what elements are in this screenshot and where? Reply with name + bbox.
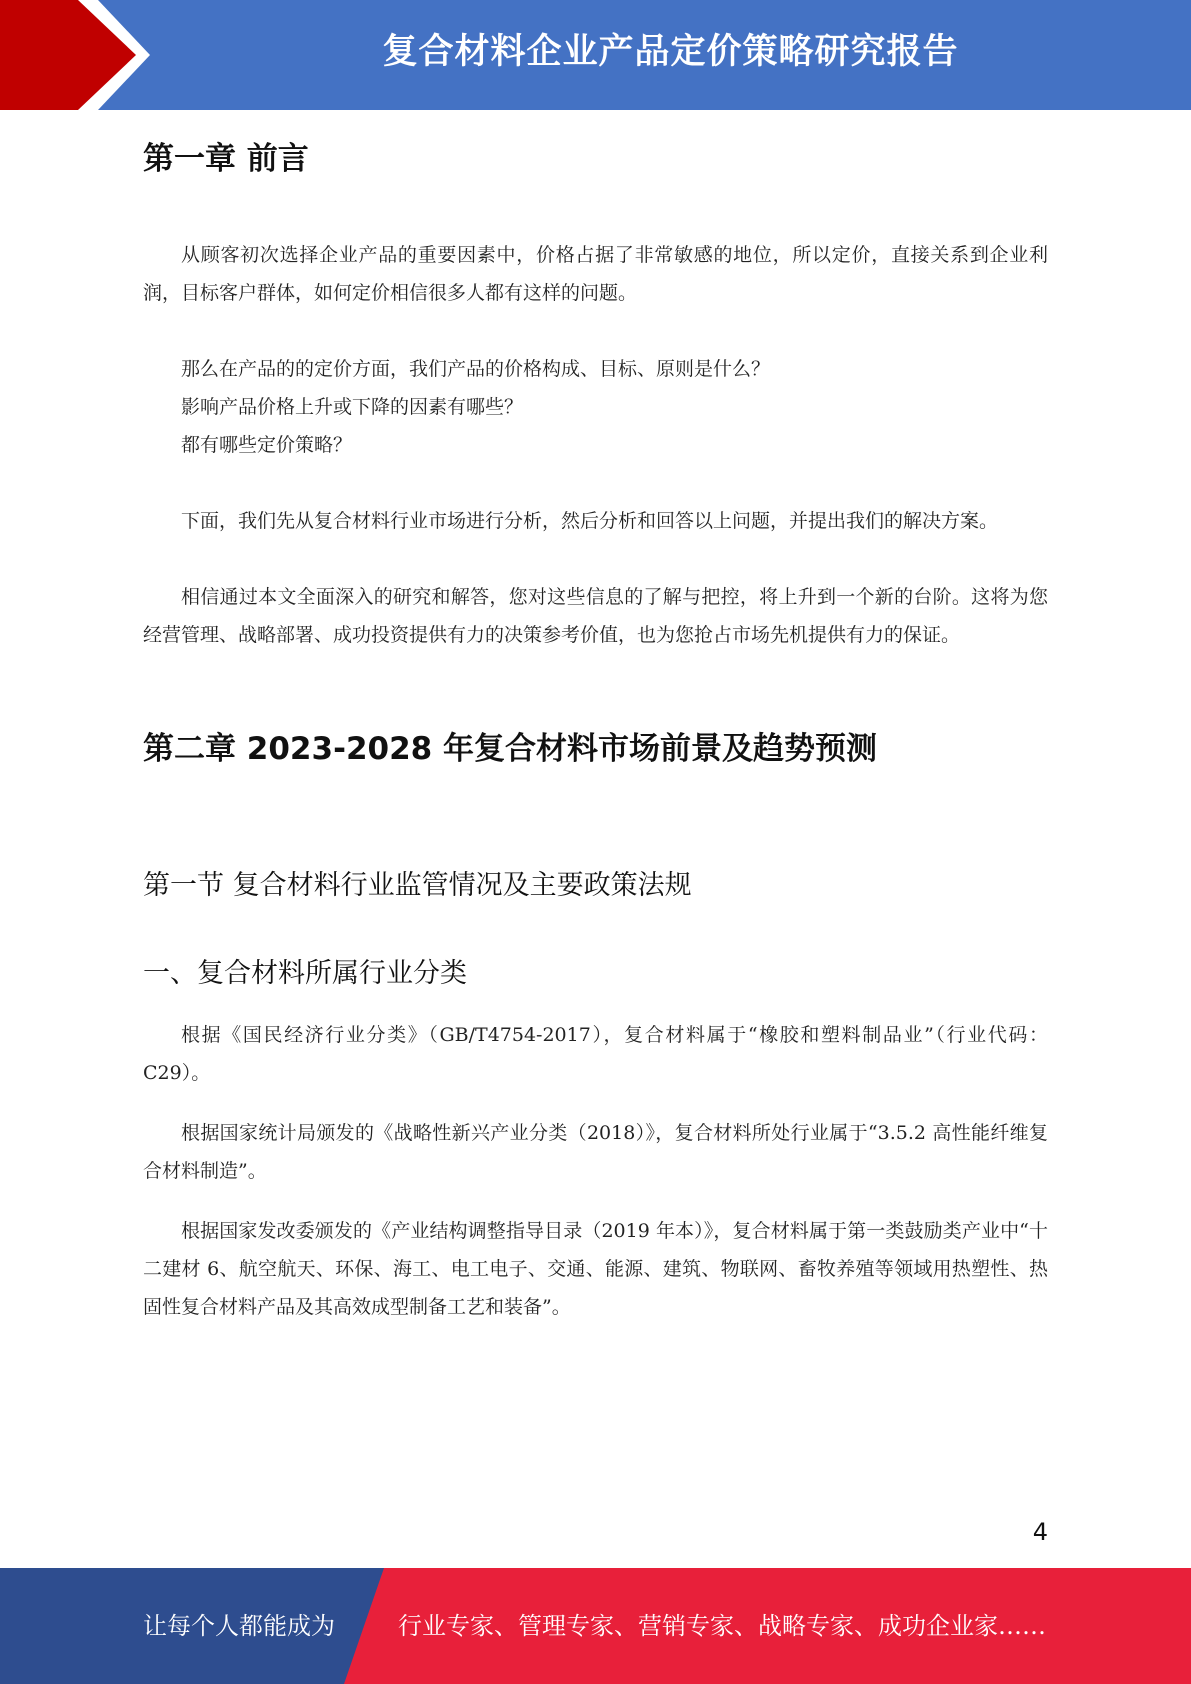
document-title: 复合材料企业产品定价策略研究报告	[382, 32, 959, 72]
classification-paragraph-1: 根据《国民经济行业分类》（GB/T4754-2017），复合材料属于“橡胶和塑料制品业”（行业代码：C29）。	[143, 1024, 1048, 1084]
chapter-2-heading: 第二章 2023-2028 年复合材料市场前景及趋势预测	[143, 731, 878, 767]
page-number: 4	[1032, 1518, 1048, 1546]
chapter-1-paragraph-2: 下面，我们先从复合材料行业市场进行分析，然后分析和回答以上问题，并提出我们的解决方案。	[181, 510, 999, 532]
subsection-1-heading: 一、复合材料所属行业分类	[143, 958, 467, 989]
classification-paragraph-2: 根据国家统计局颁发的《战略性新兴产业分类（2018）》，复合材料所处行业属于“3.5.2 高性能纤维复合材料制造”。	[143, 1122, 1048, 1182]
classification-paragraph-3: 根据国家发改委颁发的《产业结构调整指导目录（2019 年本）》，复合材料属于第一类鼓励类产业中“十二建材 6、航空航天、环保、海工、电工电子、交通、能源、建筑、物联网、畜牧养殖等领域用热塑性、热固性复合材料产品及其高效成型制备工艺和装备”。	[143, 1220, 1048, 1318]
footer-banner	[0, 1568, 1191, 1684]
question-1: 那么在产品的的定价方面，我们产品的价格构成、目标、原则是什么？	[181, 358, 771, 380]
question-3: 都有哪些定价策略？	[181, 434, 353, 456]
header-banner	[0, 0, 1191, 110]
page-content	[143, 136, 1048, 1326]
chapter-1-paragraph-3: 相信通过本文全面深入的研究和解答，您对这些信息的了解与把控，将上升到一个新的台阶。这将为您经营管理、战略部署、成功投资提供有力的决策参考价值，也为您抢占市场先机提供有力的保证。	[143, 586, 1048, 646]
footer-slogan-right: 行业专家、管理专家、营销专家、战略专家、成功企业家……	[398, 1612, 1046, 1640]
chapter-1-heading: 第一章 前言	[143, 141, 309, 177]
chapter-1-paragraph-1: 从顾客初次选择企业产品的重要因素中，价格占据了非常敏感的地位，所以定价，直接关系到企业利润，目标客户群体，如何定价相信很多人都有这样的问题。	[143, 244, 1048, 304]
section-1-heading: 第一节 复合材料行业监管情况及主要政策法规	[143, 870, 692, 901]
footer-slogan-left: 让每个人都能成为	[143, 1612, 335, 1640]
header-arrow-icon	[0, 0, 140, 110]
question-2: 影响产品价格上升或下降的因素有哪些？	[181, 396, 524, 418]
